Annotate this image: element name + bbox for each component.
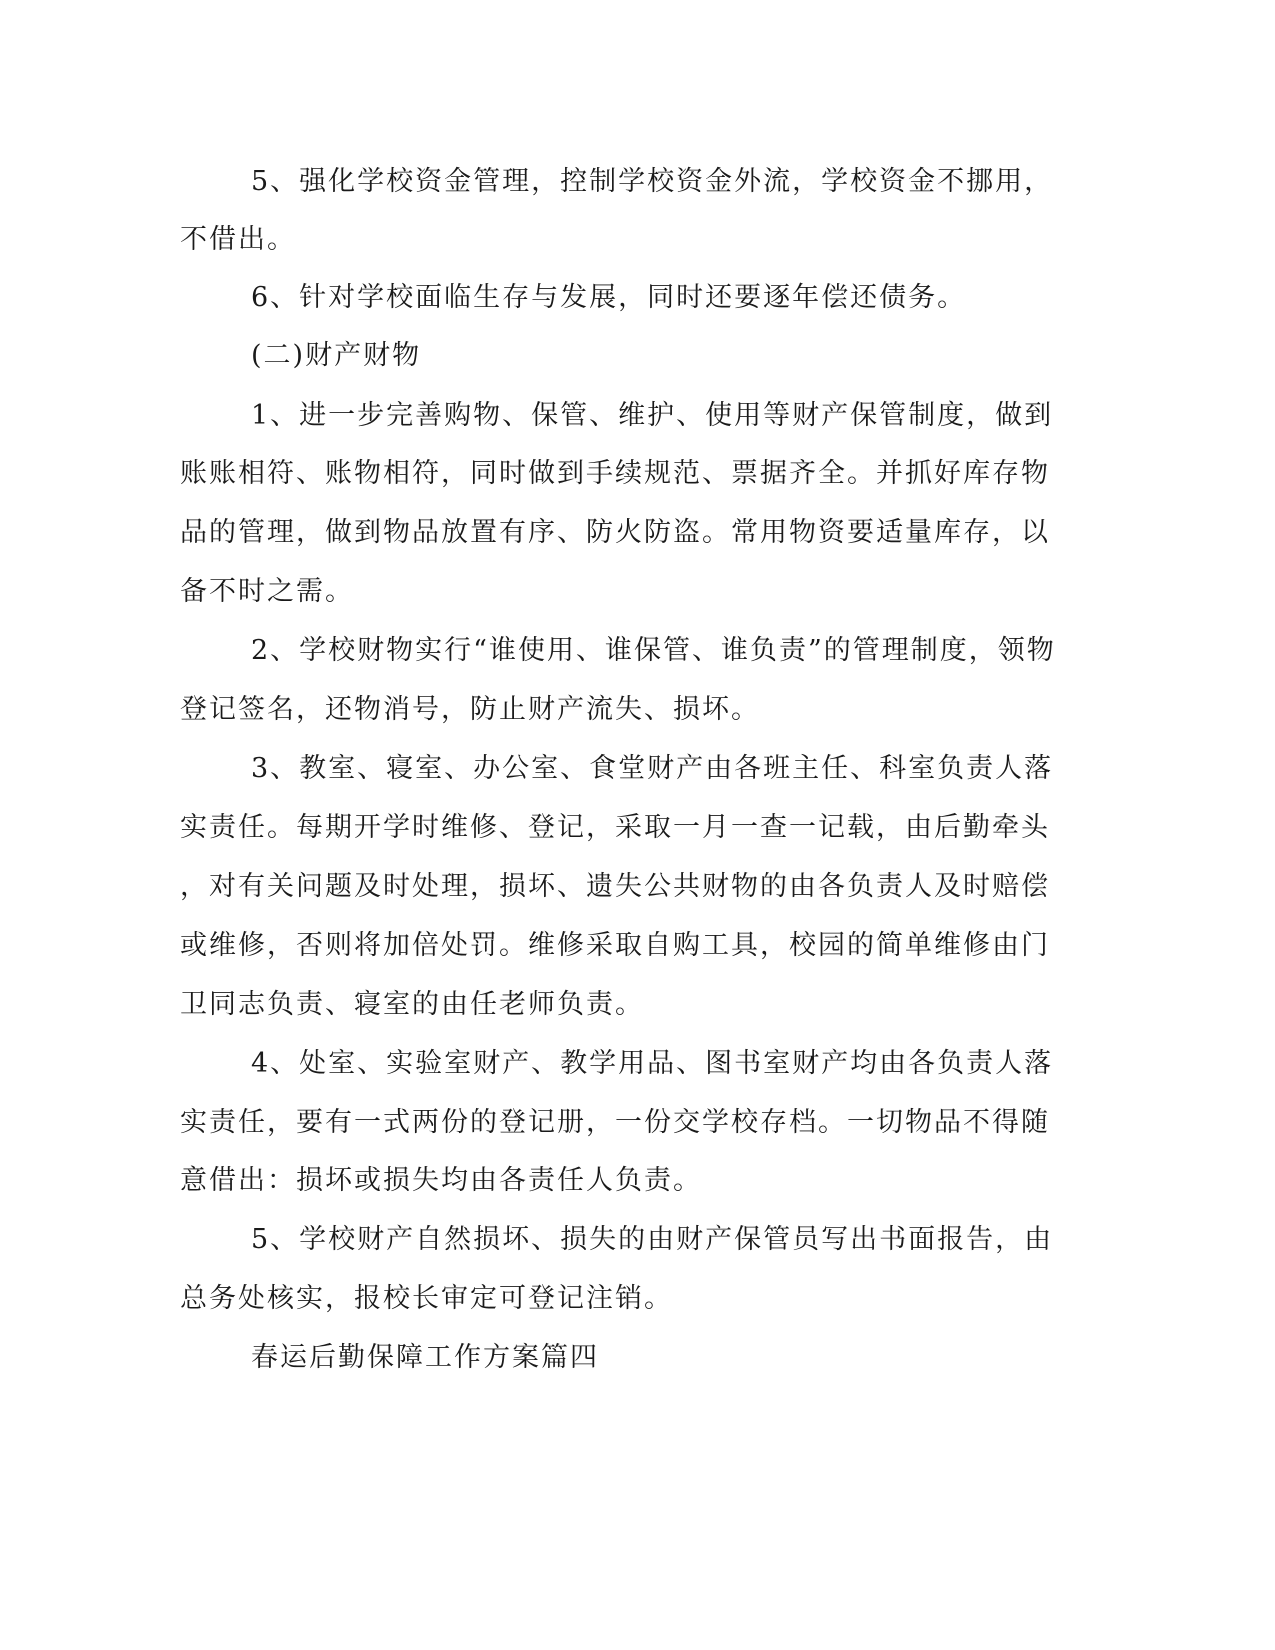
paragraph-property-2-line-2: 登记签名，还物消号，防止财产流失、损坏。 xyxy=(180,694,760,725)
paragraph-property-3-line-2: 实责任。每期开学时维修、登记，采取一月一查一记载，由后勤牵头 xyxy=(180,812,1050,843)
paragraph-property-1-line-2: 账账相符、账物相符，同时做到手续规范、票据齐全。并抓好库存物 xyxy=(180,458,1050,489)
paragraph-property-5-line-2: 总务处核实，报校长审定可登记注销。 xyxy=(180,1283,673,1314)
paragraph-property-4-line-3: 意借出：损坏或损失均由各责任人负责。 xyxy=(180,1165,702,1196)
paragraph-property-3-line-1: 3、教室、寝室、办公室、食堂财产由各班主任、科室负责人落 xyxy=(251,753,1054,784)
paragraph-property-1-line-3: 品的管理，做到物品放置有序、防火防盗。常用物资要适量库存，以 xyxy=(180,517,1050,548)
section-heading-plan-four: 春运后勤保障工作方案篇四 xyxy=(251,1342,599,1373)
paragraph-funds-5-line-2: 不借出。 xyxy=(180,224,296,255)
paragraph-property-2-line-1: 2、学校财物实行“谁使用、谁保管、谁负责”的管理制度，领物 xyxy=(251,635,1056,666)
paragraph-property-3-line-4: 或维修，否则将加倍处罚。维修采取自购工具，校园的简单维修由门 xyxy=(180,930,1050,961)
paragraph-property-3-line-3: ，对有关问题及时处理，损坏、遗失公共财物的由各负责人及时赔偿 xyxy=(180,871,1050,902)
paragraph-property-3-line-5: 卫同志负责、寝室的由任老师负责。 xyxy=(180,989,644,1020)
paragraph-property-1-line-4: 备不时之需。 xyxy=(180,576,354,607)
document-page xyxy=(180,150,1056,1490)
paragraph-funds-6: 6、针对学校面临生存与发展，同时还要逐年偿还债务。 xyxy=(251,282,967,313)
paragraph-property-4-line-1: 4、处室、实验室财产、教学用品、图书室财产均由各负责人落 xyxy=(251,1048,1054,1079)
paragraph-property-4-line-2: 实责任，要有一式两份的登记册，一份交学校存档。一切物品不得随 xyxy=(180,1107,1050,1138)
section-heading-property: (二)财产财物 xyxy=(251,340,422,371)
paragraph-property-1-line-1: 1、进一步完善购物、保管、维护、使用等财产保管制度，做到 xyxy=(251,400,1054,431)
paragraph-funds-5-line-1: 5、强化学校资金管理，控制学校资金外流，学校资金不挪用， xyxy=(251,166,1054,197)
paragraph-property-5-line-1: 5、学校财产自然损坏、损失的由财产保管员写出书面报告，由 xyxy=(251,1224,1054,1255)
